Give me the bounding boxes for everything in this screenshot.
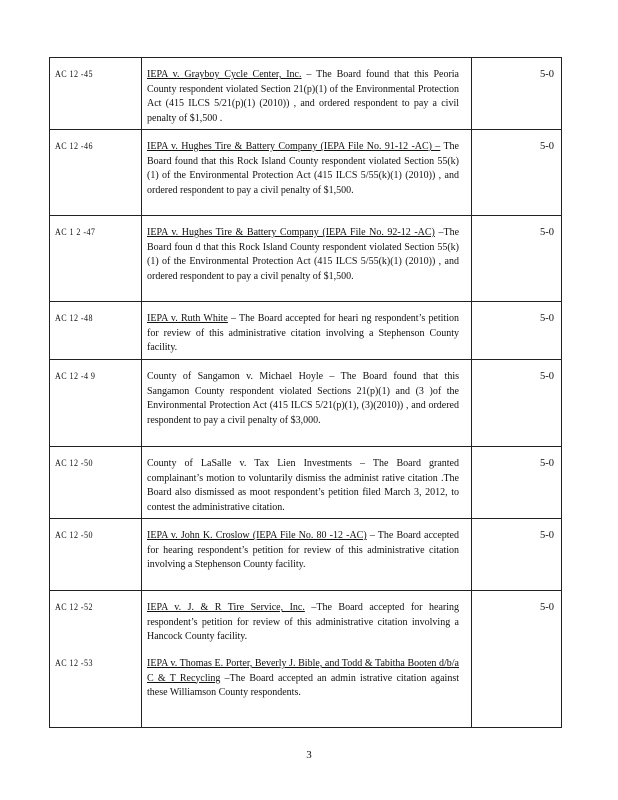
case-number: AC 12 -45: [55, 70, 93, 80]
vote: 5-0: [540, 371, 554, 382]
case-text: –The Board accepted for hearing respondent’s petition for review of this administrative citation involving a Hancock County facility.: [147, 602, 459, 642]
vote: 5-0: [540, 141, 554, 152]
table-left-border: [49, 57, 50, 727]
case-text: – The Board accepted for hearing respondent’s petition for review of this administrative citation involving a Stephenson County facility.: [147, 530, 459, 570]
case-caption: IEPA v. Hughes Tire & Battery Company (IEPA File No. 91-12 -AC) –: [147, 141, 441, 152]
table-row: [49, 57, 562, 124]
case-number: AC 1 2 -47: [55, 228, 96, 238]
case-number: AC 12 -48: [55, 314, 93, 324]
case-description: [147, 370, 459, 428]
case-description: [147, 226, 459, 284]
case-description: [147, 312, 459, 356]
table-right-border: [561, 57, 562, 727]
case-text: –The Board foun d that this Rock Island County respondent violated Section 55(k)(1) of the Environmental Protection Act (415 ILCS 5/55(k)(1) (2010)) , and ordered respondent to pay a civil penalty of $1,500.: [147, 227, 460, 282]
case-text: – The Board found that this Peoria County respondent violated Section 21(p)(1) of the Environmental Protection Act (415 ILCS 5/21(p)(1) (2010)) , and ordered respondent to pay a civil penalty of $1,500 .: [147, 69, 459, 124]
case-description: [147, 529, 459, 573]
table-row: [49, 359, 562, 426]
case-caption: IEPA v. Grayboy Cycle Center, Inc.: [147, 69, 302, 80]
case-number: AC 12 -53: [55, 659, 93, 669]
table-row: [49, 590, 562, 642]
case-text: The Board found that this Rock Island County respondent violated Section 55(k)(1) of the Environmental Protection Act (415 ILCS 5/55(k)(1) (2010)) , and ordered respondent to pay a civil penalty of $1,500.: [147, 141, 459, 196]
case-caption: IEPA v. Thomas E. Porter, Beverly J. Bible, and Todd & Tabitha Booten d/b/a C & T Recycling: [147, 658, 459, 684]
case-description: [147, 457, 459, 515]
table-row: [49, 301, 562, 353]
case-number: AC 12 -50: [55, 459, 93, 469]
table-bottom-border: [49, 727, 562, 728]
table-row: [49, 215, 562, 282]
vote: 5-0: [540, 458, 554, 469]
page-number: 3: [306, 749, 312, 761]
case-number: AC 12 -4 9: [55, 372, 96, 382]
case-text: County of LaSalle v. Tax Lien Investments – The Board granted complainant’s motion to voluntarily dismiss the administ rative citation .The Board also dismissed as moot respondent’s petition filed March 3, 2012, to contest the administrative citation.: [147, 458, 459, 513]
case-description: [147, 657, 459, 701]
column-divider-case: [141, 57, 142, 727]
vote: 5-0: [540, 227, 554, 238]
vote: 5-0: [540, 313, 554, 324]
case-caption: IEPA v. Hughes Tire & Battery Company (IEPA File No. 92-12 -AC): [147, 227, 435, 238]
table-row: [49, 446, 562, 513]
case-description: [147, 601, 459, 645]
table-row: [49, 129, 562, 196]
case-caption: IEPA v. J. & R Tire Service, Inc.: [147, 602, 305, 613]
table-row: [49, 518, 562, 570]
case-caption: IEPA v. Ruth White: [147, 313, 228, 324]
case-number: AC 12 -46: [55, 142, 93, 152]
case-caption: IEPA v. John K. Croslow (IEPA File No. 80 -12 -AC): [147, 530, 367, 541]
case-text: –The Board accepted an admin istrative citation against these Williamson County respondents.: [147, 672, 459, 698]
case-text: – The Board accepted for heari ng respondent’s petition for review of this administrative citation involving a Stephenson County facility.: [147, 313, 459, 353]
column-divider-vote: [471, 57, 472, 727]
vote: 5-0: [540, 530, 554, 541]
case-number: AC 12 -52: [55, 603, 93, 613]
case-description: [147, 68, 459, 126]
case-description: [147, 140, 459, 198]
vote: 5-0: [540, 602, 554, 613]
case-number: AC 12 -50: [55, 531, 93, 541]
vote: 5-0: [540, 69, 554, 80]
case-text: County of Sangamon v. Michael Hoyle – The Board found that this Sangamon County respondent violated Sections 21(p)(1) and (3 )of the Environmental Protection Act (415 ILCS 5/21(p)(1), (3)(2010)) , and ordered respondent to pay a civil penalty of $3,000.: [147, 371, 459, 426]
